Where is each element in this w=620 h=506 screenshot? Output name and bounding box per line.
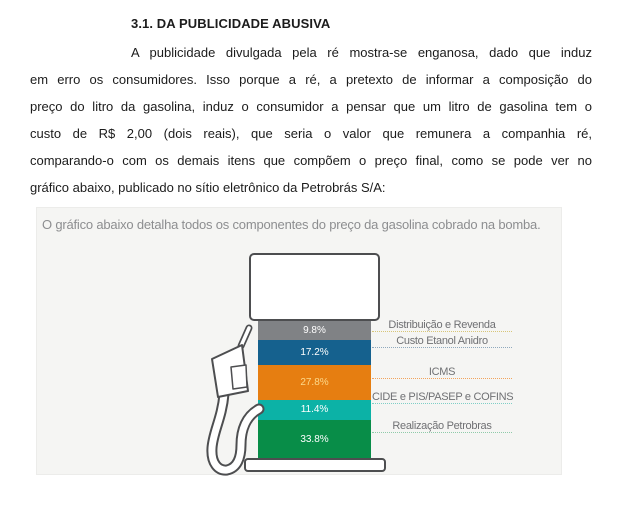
segment-value: 27.8%	[300, 376, 329, 388]
paragraph-line: custo de R$ 2,00 (dois reais), que seria o valor que remunera a companhia ré,	[30, 126, 592, 141]
legend-label-icms: ICMS	[372, 365, 512, 379]
paragraph-line: gráfico abaixo, publicado no sítio eletrônico da Petrobrás S/A:	[30, 180, 386, 195]
pump-display-box	[249, 253, 380, 321]
legend-label-cide: CIDE e PIS/PASEP e COFINS	[372, 391, 514, 403]
bar-segment-petrobras	[258, 420, 371, 459]
paragraph-line: A publicidade divulgada pela ré mostra-se enganosa, dado que induz	[131, 45, 592, 60]
segment-value: 9.8%	[303, 325, 326, 337]
stacked-bar	[258, 321, 371, 459]
bar-segment-cide	[258, 400, 371, 420]
segment-value: 17.2%	[300, 347, 329, 359]
chart-caption: O gráfico abaixo detalha todos os componentes do preço da gasolina cobrado na bomba.	[42, 217, 541, 232]
legend-label-petrobras: Realização Petrobras	[372, 419, 512, 433]
legend-label-etanol: Custo Etanol Anidro	[372, 334, 512, 348]
segment-value: 33.8%	[300, 433, 329, 445]
segment-value: 11.4%	[300, 404, 329, 416]
paragraph-line: comparando-o com os demais itens que compõem o preço final, como se pode ver no	[30, 153, 592, 168]
bar-segment-distribuicao	[258, 321, 371, 340]
bar-segment-icms	[258, 365, 371, 399]
fuel-nozzle-icon	[201, 316, 271, 481]
section-heading: 3.1. DA PUBLICIDADE ABUSIVA	[131, 16, 331, 31]
legend-label-distribuicao: Distribuição e Revenda	[372, 318, 512, 332]
paragraph-line: preço do litro da gasolina, induz o consumidor a pensar que um litro de gasolina tem o	[30, 99, 592, 114]
gasoline-price-chart	[36, 207, 562, 475]
body-paragraph	[30, 39, 592, 201]
paragraph-line: em erro os consumidores. Isso porque a ré, a pretexto de informar a composição do	[30, 72, 592, 87]
bar-segment-etanol	[258, 340, 371, 365]
